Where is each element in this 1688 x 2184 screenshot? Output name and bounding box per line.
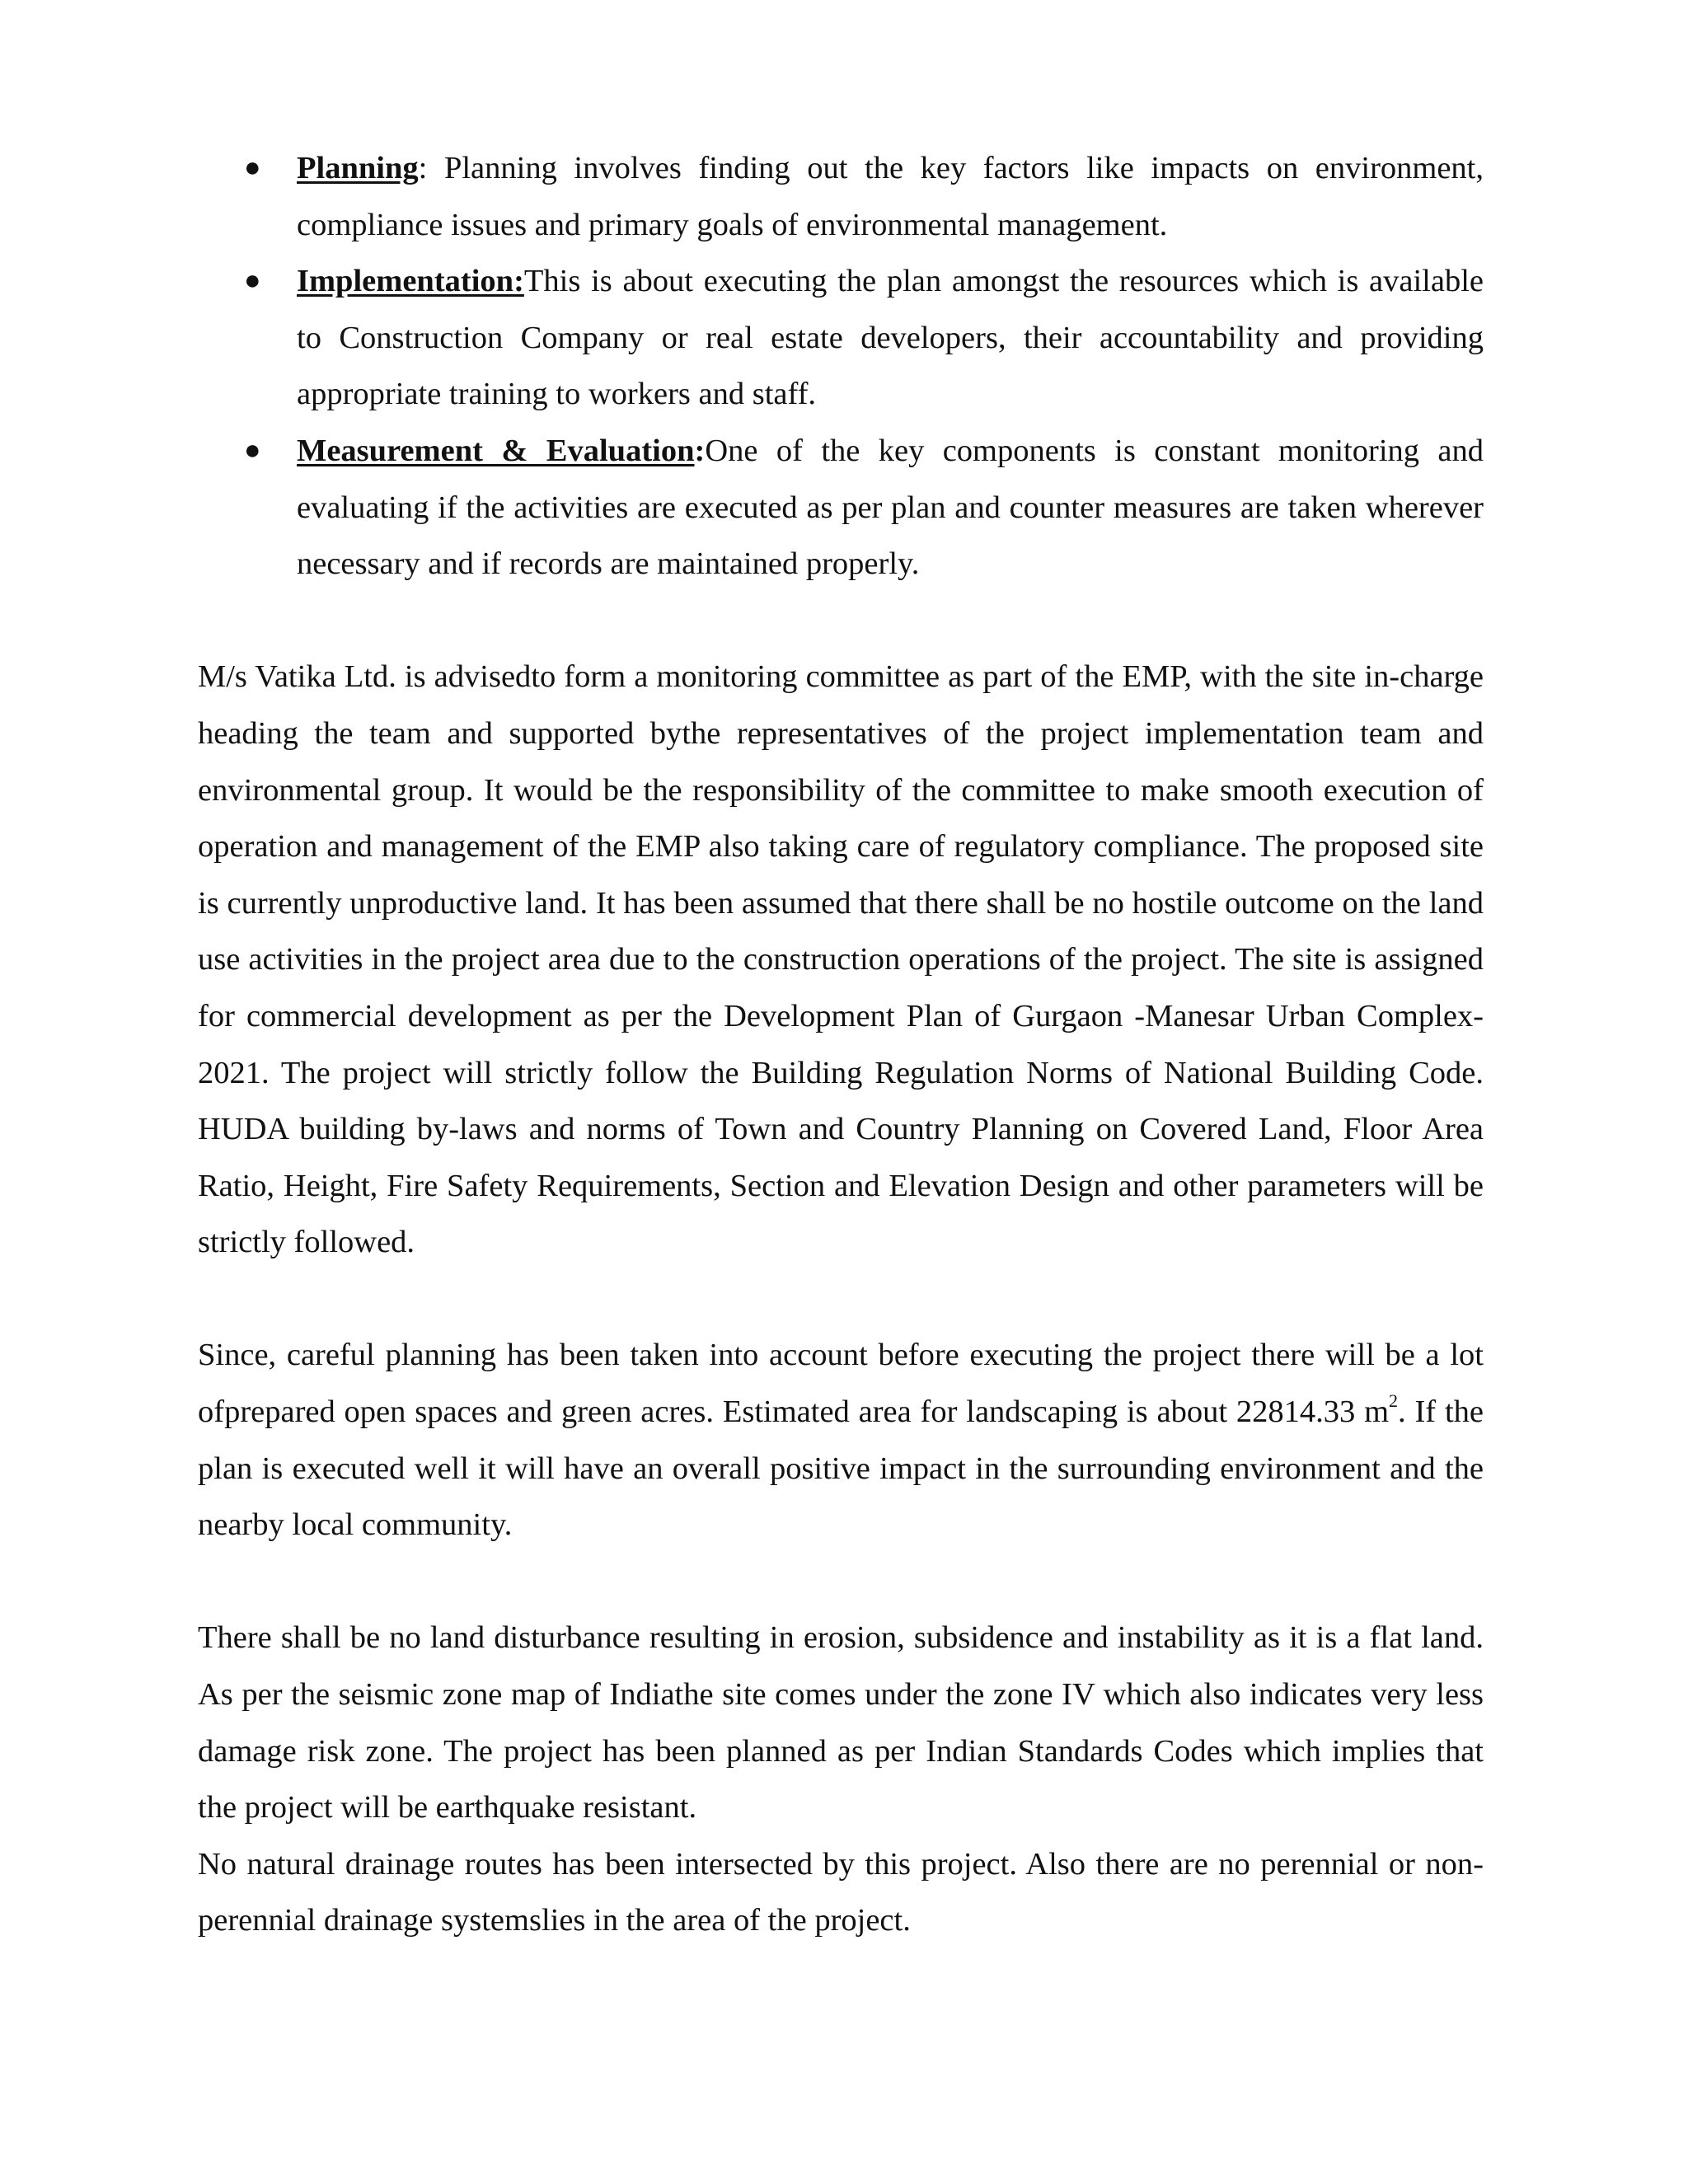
document-page <box>198 140 1484 1949</box>
bullet-text: One of the key components is constant monitoring and evaluating if the activities are executed as per plan and counter measures are taken wherever necessary and if records are maintained properly. <box>297 433 1484 582</box>
landscaping-paragraph <box>198 1327 1484 1553</box>
bullet-term: Planning <box>297 151 419 185</box>
bullet-text: Planning involves finding out the key factors like impacts on environment, compliance issues and primary goals of environmental management. <box>297 151 1484 242</box>
bullet-item-planning <box>198 140 1484 253</box>
landscaping-text-start: Since, careful planning has been taken into account before executing the project there will be a lot ofprepared open spaces and green acres. Estimated area for landscaping is about 22814.33 m <box>198 1338 1484 1430</box>
paragraph-spacer <box>198 1271 1484 1328</box>
bullet-term: Implementation: <box>297 264 524 299</box>
bullet-text: This is about executing the plan amongst the resources which is available to Construction Company or real estate developers, their accountability and providing appropriate training to workers and staff. <box>297 264 1484 412</box>
bullet-separator: : <box>418 151 444 185</box>
seismic-paragraph: There shall be no land disturbance resulting in erosion, subsidence and instability as it is a flat land. As per the seismic zone map of Indiathe site comes under the zone IV which also indicates very less damage risk zone. The project has been planned as per Indian Standards Codes which implies that the project will be earthquake resistant. <box>198 1620 1484 1825</box>
bullet-separator: : <box>694 433 706 468</box>
paragraph-spacer <box>198 1554 1484 1610</box>
paragraph-spacer <box>198 593 1484 649</box>
bullet-dot-icon: ● <box>244 434 261 466</box>
bullet-term: Measurement & Evaluation <box>297 433 695 468</box>
bullet-list <box>198 140 1484 593</box>
bullet-item-implementation <box>198 253 1484 423</box>
bullet-dot-icon: ● <box>244 265 261 297</box>
bullet-item-measurement <box>198 423 1484 593</box>
monitoring-paragraph: M/s Vatika Ltd. is advisedto form a monitoring committee as part of the EMP, with the site in-charge heading the team and supported bythe representatives of the project implementation team and environmental group. It would be the responsibility of the committee to make smooth execution of operation and management of the EMP also taking care of regulatory compliance. The proposed site is currently unproductive land. It has been assumed that there shall be no hostile outcome on the land use activities in the project area due to the construction operations of the project. The site is assigned for commercial development as per the Development Plan of Gurgaon -Manesar Urban Complex-2021. The project will strictly follow the Building Regulation Norms of National Building Code. HUDA building by-laws and norms of Town and Country Planning on Covered Land, Floor Area Ratio, Height, Fire Safety Requirements, Section and Elevation Design and other parameters will be strictly followed. <box>198 659 1484 1260</box>
landscaping-text-end: . If the plan is executed well it will have an overall positive impact in the surrounding environment and the nearby local community. <box>198 1394 1484 1543</box>
superscript-two: 2 <box>1389 1390 1399 1412</box>
bullet-dot-icon: ● <box>244 152 261 183</box>
drainage-paragraph: No natural drainage routes has been intersected by this project. Also there are no perennial or non-perennial drainage systemslies in the area of the project. <box>198 1846 1484 1938</box>
